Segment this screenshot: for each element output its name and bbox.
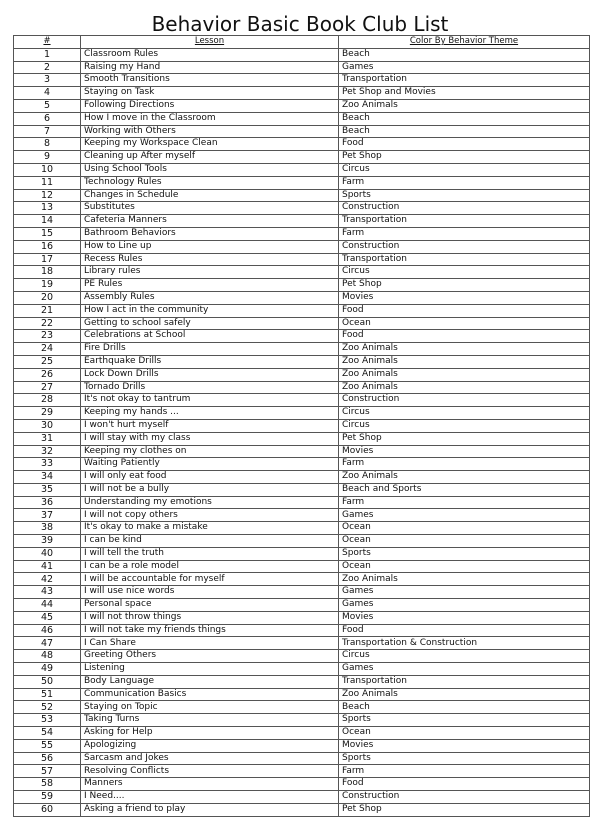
lesson-cell: Asking for Help bbox=[81, 727, 339, 740]
row-number-cell: 6 bbox=[14, 112, 81, 125]
table-row bbox=[14, 599, 590, 612]
table-row bbox=[14, 304, 590, 317]
row-number-cell: 22 bbox=[14, 317, 81, 330]
table-row bbox=[14, 458, 590, 471]
lesson-cell: Getting to school safely bbox=[81, 317, 339, 330]
table-row bbox=[14, 151, 590, 164]
lesson-cell: Recess Rules bbox=[81, 253, 339, 266]
table-row bbox=[14, 560, 590, 573]
table-row bbox=[14, 355, 590, 368]
theme-cell: Beach bbox=[339, 125, 590, 138]
theme-cell: Transportation bbox=[339, 215, 590, 228]
table-row bbox=[14, 74, 590, 87]
lesson-cell: Asking a friend to play bbox=[81, 803, 339, 816]
row-number-cell: 35 bbox=[14, 483, 81, 496]
lesson-cell: I will not take my friends things bbox=[81, 624, 339, 637]
table-row bbox=[14, 432, 590, 445]
theme-cell: Zoo Animals bbox=[339, 368, 590, 381]
lesson-cell: Substitutes bbox=[81, 202, 339, 215]
lesson-cell: Apologizing bbox=[81, 739, 339, 752]
row-number-cell: 16 bbox=[14, 240, 81, 253]
lesson-cell: I won't hurt myself bbox=[81, 419, 339, 432]
lesson-cell: Assembly Rules bbox=[81, 291, 339, 304]
lesson-cell: Celebrations at School bbox=[81, 330, 339, 343]
theme-cell: Pet Shop bbox=[339, 803, 590, 816]
theme-cell: Movies bbox=[339, 611, 590, 624]
row-number-cell: 20 bbox=[14, 291, 81, 304]
row-number-cell: 13 bbox=[14, 202, 81, 215]
lesson-cell: How to Line up bbox=[81, 240, 339, 253]
lesson-cell: Taking Turns bbox=[81, 714, 339, 727]
row-number-cell: 45 bbox=[14, 611, 81, 624]
lesson-cell: Keeping my clothes on bbox=[81, 445, 339, 458]
lesson-cell: It's okay to make a mistake bbox=[81, 522, 339, 535]
row-number-cell: 11 bbox=[14, 176, 81, 189]
page-title: Behavior Basic Book Club List bbox=[151, 12, 449, 36]
lesson-cell: I can be a role model bbox=[81, 560, 339, 573]
lesson-cell: Changes in Schedule bbox=[81, 189, 339, 202]
row-number-cell: 48 bbox=[14, 650, 81, 663]
theme-cell: Games bbox=[339, 586, 590, 599]
table-row bbox=[14, 381, 590, 394]
lesson-cell: Raising my Hand bbox=[81, 61, 339, 74]
table-row bbox=[14, 61, 590, 74]
row-number-cell: 49 bbox=[14, 663, 81, 676]
table-row bbox=[14, 509, 590, 522]
theme-cell: Zoo Animals bbox=[339, 471, 590, 484]
theme-cell: Ocean bbox=[339, 535, 590, 548]
lesson-cell: Body Language bbox=[81, 675, 339, 688]
table-row bbox=[14, 343, 590, 356]
lesson-cell: Sarcasm and Jokes bbox=[81, 752, 339, 765]
row-number-cell: 44 bbox=[14, 599, 81, 612]
theme-cell: Sports bbox=[339, 752, 590, 765]
theme-cell: Ocean bbox=[339, 522, 590, 535]
table-row bbox=[14, 291, 590, 304]
theme-cell: Farm bbox=[339, 765, 590, 778]
row-number-cell: 46 bbox=[14, 624, 81, 637]
table-row bbox=[14, 202, 590, 215]
row-number-cell: 1 bbox=[14, 48, 81, 61]
row-number-cell: 56 bbox=[14, 752, 81, 765]
lesson-cell: Keeping my hands ... bbox=[81, 407, 339, 420]
theme-cell: Pet Shop bbox=[339, 279, 590, 292]
table-row bbox=[14, 279, 590, 292]
row-number-cell: 52 bbox=[14, 701, 81, 714]
table-row bbox=[14, 471, 590, 484]
book-club-table bbox=[13, 35, 590, 817]
theme-cell: Zoo Animals bbox=[339, 573, 590, 586]
lesson-cell: Working with Others bbox=[81, 125, 339, 138]
theme-cell: Sports bbox=[339, 714, 590, 727]
row-number-cell: 59 bbox=[14, 791, 81, 804]
table-row bbox=[14, 419, 590, 432]
table-row bbox=[14, 701, 590, 714]
theme-cell: Circus bbox=[339, 407, 590, 420]
table-row bbox=[14, 330, 590, 343]
table-row bbox=[14, 637, 590, 650]
lesson-cell: PE Rules bbox=[81, 279, 339, 292]
column-header-number: # bbox=[14, 36, 81, 49]
theme-cell: Circus bbox=[339, 419, 590, 432]
row-number-cell: 51 bbox=[14, 688, 81, 701]
lesson-cell: Cleaning up After myself bbox=[81, 151, 339, 164]
theme-cell: Pet Shop bbox=[339, 151, 590, 164]
table-row bbox=[14, 611, 590, 624]
theme-cell: Games bbox=[339, 663, 590, 676]
row-number-cell: 37 bbox=[14, 509, 81, 522]
theme-cell: Zoo Animals bbox=[339, 99, 590, 112]
table-row bbox=[14, 99, 590, 112]
lesson-cell: I will not copy others bbox=[81, 509, 339, 522]
table-row bbox=[14, 483, 590, 496]
theme-cell: Transportation bbox=[339, 253, 590, 266]
table-row bbox=[14, 778, 590, 791]
row-number-cell: 58 bbox=[14, 778, 81, 791]
theme-cell: Circus bbox=[339, 650, 590, 663]
row-number-cell: 54 bbox=[14, 727, 81, 740]
lesson-cell: Personal space bbox=[81, 599, 339, 612]
theme-cell: Construction bbox=[339, 202, 590, 215]
row-number-cell: 39 bbox=[14, 535, 81, 548]
row-number-cell: 18 bbox=[14, 266, 81, 279]
row-number-cell: 60 bbox=[14, 803, 81, 816]
table-row bbox=[14, 407, 590, 420]
row-number-cell: 3 bbox=[14, 74, 81, 87]
lesson-cell: Keeping my Workspace Clean bbox=[81, 138, 339, 151]
table-row bbox=[14, 675, 590, 688]
row-number-cell: 7 bbox=[14, 125, 81, 138]
row-number-cell: 32 bbox=[14, 445, 81, 458]
row-number-cell: 27 bbox=[14, 381, 81, 394]
row-number-cell: 31 bbox=[14, 432, 81, 445]
lesson-cell: Lock Down Drills bbox=[81, 368, 339, 381]
row-number-cell: 26 bbox=[14, 368, 81, 381]
table-row bbox=[14, 496, 590, 509]
table-row bbox=[14, 87, 590, 100]
row-number-cell: 41 bbox=[14, 560, 81, 573]
theme-cell: Pet Shop and Movies bbox=[339, 87, 590, 100]
table-row bbox=[14, 547, 590, 560]
row-number-cell: 42 bbox=[14, 573, 81, 586]
lesson-cell: How I act in the community bbox=[81, 304, 339, 317]
table-row bbox=[14, 368, 590, 381]
row-number-cell: 17 bbox=[14, 253, 81, 266]
lesson-cell: I Can Share bbox=[81, 637, 339, 650]
lesson-cell: Cafeteria Manners bbox=[81, 215, 339, 228]
row-number-cell: 30 bbox=[14, 419, 81, 432]
theme-cell: Games bbox=[339, 599, 590, 612]
lesson-cell: I Need.... bbox=[81, 791, 339, 804]
theme-cell: Pet Shop bbox=[339, 432, 590, 445]
table-row bbox=[14, 266, 590, 279]
lesson-cell: Waiting Patiently bbox=[81, 458, 339, 471]
row-number-cell: 43 bbox=[14, 586, 81, 599]
row-number-cell: 40 bbox=[14, 547, 81, 560]
table-row bbox=[14, 125, 590, 138]
table-row bbox=[14, 48, 590, 61]
lesson-cell: Technology Rules bbox=[81, 176, 339, 189]
theme-cell: Construction bbox=[339, 240, 590, 253]
lesson-cell: I will not be a bully bbox=[81, 483, 339, 496]
lesson-cell: Resolving Conflicts bbox=[81, 765, 339, 778]
table-row bbox=[14, 663, 590, 676]
table-row bbox=[14, 445, 590, 458]
theme-cell: Construction bbox=[339, 394, 590, 407]
theme-cell: Food bbox=[339, 624, 590, 637]
theme-cell: Farm bbox=[339, 227, 590, 240]
table-row bbox=[14, 215, 590, 228]
table-row bbox=[14, 253, 590, 266]
lesson-cell: I will be accountable for myself bbox=[81, 573, 339, 586]
theme-cell: Construction bbox=[339, 791, 590, 804]
table-row bbox=[14, 624, 590, 637]
table-row bbox=[14, 650, 590, 663]
theme-cell: Farm bbox=[339, 496, 590, 509]
table-row bbox=[14, 189, 590, 202]
theme-cell: Food bbox=[339, 778, 590, 791]
theme-cell: Transportation bbox=[339, 74, 590, 87]
theme-cell: Ocean bbox=[339, 727, 590, 740]
row-number-cell: 33 bbox=[14, 458, 81, 471]
table-row bbox=[14, 727, 590, 740]
row-number-cell: 34 bbox=[14, 471, 81, 484]
lesson-cell: Understanding my emotions bbox=[81, 496, 339, 509]
row-number-cell: 47 bbox=[14, 637, 81, 650]
row-number-cell: 29 bbox=[14, 407, 81, 420]
row-number-cell: 55 bbox=[14, 739, 81, 752]
theme-cell: Games bbox=[339, 509, 590, 522]
table-row bbox=[14, 586, 590, 599]
row-number-cell: 28 bbox=[14, 394, 81, 407]
table-header-row bbox=[14, 36, 590, 49]
table-row bbox=[14, 739, 590, 752]
theme-cell: Zoo Animals bbox=[339, 355, 590, 368]
theme-cell: Games bbox=[339, 61, 590, 74]
row-number-cell: 23 bbox=[14, 330, 81, 343]
lesson-cell: Classroom Rules bbox=[81, 48, 339, 61]
row-number-cell: 21 bbox=[14, 304, 81, 317]
table-row bbox=[14, 688, 590, 701]
column-header-theme: Color By Behavior Theme bbox=[339, 36, 590, 49]
table-row bbox=[14, 573, 590, 586]
row-number-cell: 53 bbox=[14, 714, 81, 727]
row-number-cell: 2 bbox=[14, 61, 81, 74]
theme-cell: Zoo Animals bbox=[339, 381, 590, 394]
column-header-lesson: Lesson bbox=[81, 36, 339, 49]
lesson-cell: Staying on Task bbox=[81, 87, 339, 100]
theme-cell: Beach bbox=[339, 48, 590, 61]
row-number-cell: 12 bbox=[14, 189, 81, 202]
theme-cell: Food bbox=[339, 330, 590, 343]
lesson-cell: I will stay with my class bbox=[81, 432, 339, 445]
theme-cell: Ocean bbox=[339, 560, 590, 573]
lesson-cell: I will not throw things bbox=[81, 611, 339, 624]
table-row bbox=[14, 522, 590, 535]
lesson-cell: How I move in the Classroom bbox=[81, 112, 339, 125]
lesson-cell: Smooth Transitions bbox=[81, 74, 339, 87]
lesson-cell: I will only eat food bbox=[81, 471, 339, 484]
theme-cell: Circus bbox=[339, 266, 590, 279]
lesson-cell: I will tell the truth bbox=[81, 547, 339, 560]
table-row bbox=[14, 535, 590, 548]
row-number-cell: 57 bbox=[14, 765, 81, 778]
table-row bbox=[14, 714, 590, 727]
row-number-cell: 14 bbox=[14, 215, 81, 228]
lesson-cell: Tornado Drills bbox=[81, 381, 339, 394]
theme-cell: Food bbox=[339, 304, 590, 317]
row-number-cell: 4 bbox=[14, 87, 81, 100]
theme-cell: Ocean bbox=[339, 317, 590, 330]
theme-cell: Circus bbox=[339, 163, 590, 176]
lesson-cell: Fire Drills bbox=[81, 343, 339, 356]
lesson-cell: I will use nice words bbox=[81, 586, 339, 599]
lesson-cell: Communication Basics bbox=[81, 688, 339, 701]
table-row bbox=[14, 240, 590, 253]
row-number-cell: 25 bbox=[14, 355, 81, 368]
theme-cell: Beach and Sports bbox=[339, 483, 590, 496]
lesson-cell: Greeting Others bbox=[81, 650, 339, 663]
row-number-cell: 19 bbox=[14, 279, 81, 292]
row-number-cell: 50 bbox=[14, 675, 81, 688]
theme-cell: Zoo Animals bbox=[339, 688, 590, 701]
table-row bbox=[14, 752, 590, 765]
theme-cell: Movies bbox=[339, 739, 590, 752]
theme-cell: Transportation & Construction bbox=[339, 637, 590, 650]
lesson-cell: Following Directions bbox=[81, 99, 339, 112]
theme-cell: Movies bbox=[339, 445, 590, 458]
table-row bbox=[14, 176, 590, 189]
theme-cell: Farm bbox=[339, 176, 590, 189]
theme-cell: Zoo Animals bbox=[339, 343, 590, 356]
lesson-cell: Library rules bbox=[81, 266, 339, 279]
theme-cell: Sports bbox=[339, 547, 590, 560]
table-row bbox=[14, 791, 590, 804]
lesson-cell: Manners bbox=[81, 778, 339, 791]
lesson-cell: Listening bbox=[81, 663, 339, 676]
row-number-cell: 38 bbox=[14, 522, 81, 535]
theme-cell: Sports bbox=[339, 189, 590, 202]
row-number-cell: 5 bbox=[14, 99, 81, 112]
lesson-cell: Bathroom Behaviors bbox=[81, 227, 339, 240]
table-row bbox=[14, 138, 590, 151]
theme-cell: Beach bbox=[339, 112, 590, 125]
table-row bbox=[14, 227, 590, 240]
theme-cell: Transportation bbox=[339, 675, 590, 688]
table-row bbox=[14, 163, 590, 176]
theme-cell: Food bbox=[339, 138, 590, 151]
table-row bbox=[14, 394, 590, 407]
theme-cell: Farm bbox=[339, 458, 590, 471]
lesson-cell: Using School Tools bbox=[81, 163, 339, 176]
theme-cell: Beach bbox=[339, 701, 590, 714]
table-row bbox=[14, 112, 590, 125]
row-number-cell: 8 bbox=[14, 138, 81, 151]
theme-cell: Movies bbox=[339, 291, 590, 304]
lesson-cell: Staying on Topic bbox=[81, 701, 339, 714]
row-number-cell: 15 bbox=[14, 227, 81, 240]
row-number-cell: 24 bbox=[14, 343, 81, 356]
row-number-cell: 9 bbox=[14, 151, 81, 164]
row-number-cell: 10 bbox=[14, 163, 81, 176]
row-number-cell: 36 bbox=[14, 496, 81, 509]
table-row bbox=[14, 803, 590, 816]
lesson-cell: I can be kind bbox=[81, 535, 339, 548]
lesson-cell: Earthquake Drills bbox=[81, 355, 339, 368]
table-row bbox=[14, 317, 590, 330]
lesson-cell: It's not okay to tantrum bbox=[81, 394, 339, 407]
